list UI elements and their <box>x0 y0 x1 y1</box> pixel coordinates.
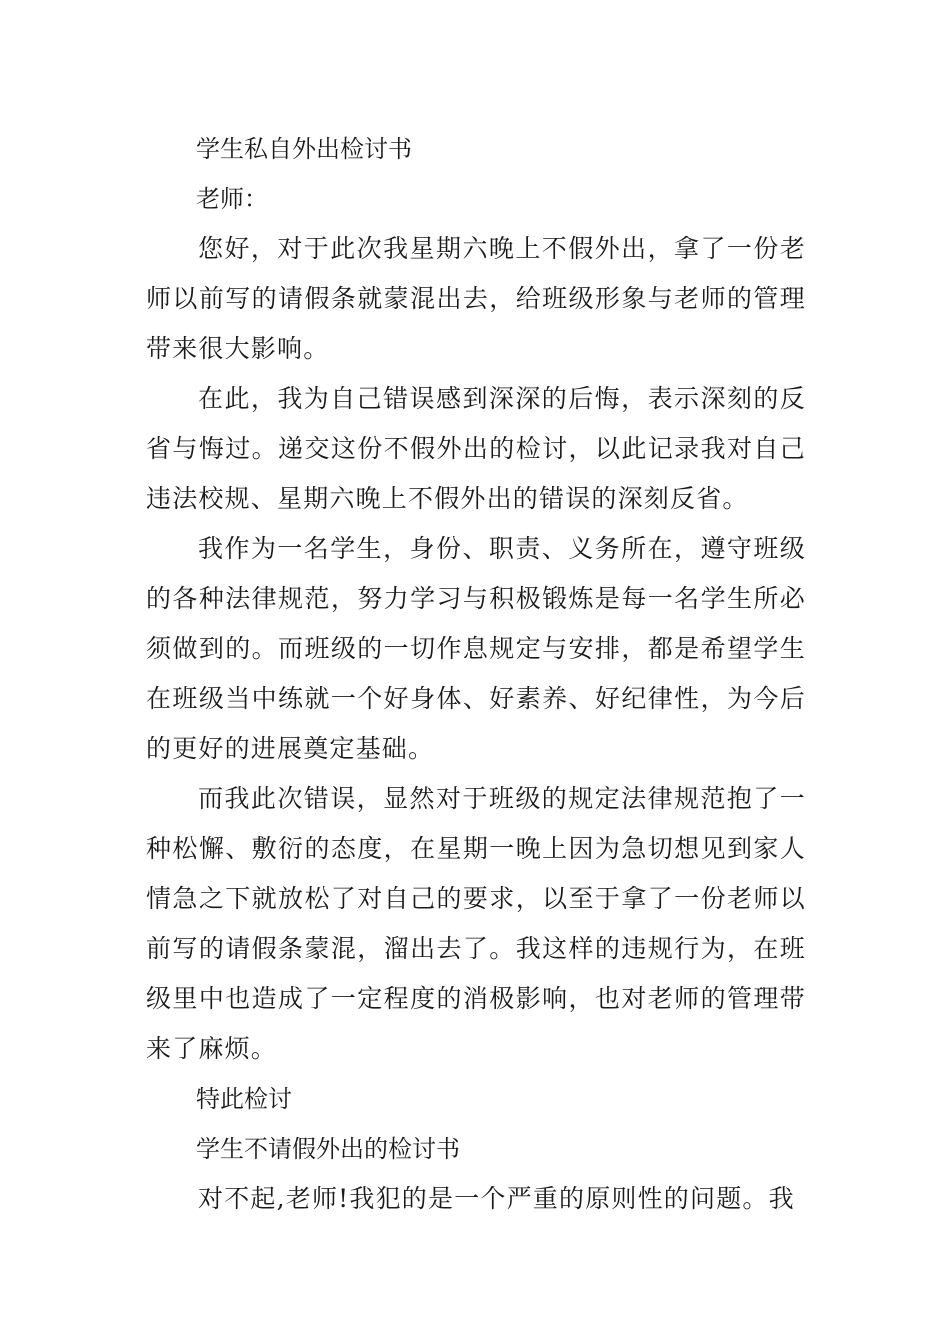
paragraph-2: 在此，我为自己错误感到深深的后悔，表示深刻的反省与悔过。递交这份不假外出的检讨，以此记录我对自己违法校规、星期六晚上不假外出的错误的深刻反省。 <box>146 384 806 513</box>
paragraph-4: 而我此次错误，显然对于班级的规定法律规范抱了一种松懈、敷衍的态度，在星期一晚上因为急切想见到家人情急之下就放松了对自己的要求，以至于拿了一份老师以前写的请假条蒙混，溜出去了。我这样的违规行为，在班级里中也造成了一定程度的消极影响，也对老师的管理带来了麻烦。 <box>146 784 806 1063</box>
document-body <box>146 124 806 1224</box>
paragraph-5: 对不起,老师!我犯的是一个严重的原则性的问题。我 <box>198 1184 795 1213</box>
second-title: 学生不请假外出的检讨书 <box>196 1135 460 1163</box>
paragraph-3: 我作为一名学生，身份、职责、义务所在，遵守班级的各种法律规范，努力学习与积极锻炼是每一名学生所必须做到的。而班级的一切作息规定与安排，都是希望学生在班级当中练就一个好身体、好素养、好纪律性，为今后的更好的进展奠定基础。 <box>146 534 806 763</box>
document-title: 学生私自外出检讨书 <box>196 135 412 163</box>
closing-line: 特此检讨 <box>196 1085 292 1113</box>
salutation: 老师： <box>196 185 268 213</box>
paragraph-1: 您好，对于此次我星期六晚上不假外出，拿了一份老师以前写的请假条就蒙混出去，给班级形象与老师的管理带来很大影响。 <box>146 234 806 363</box>
